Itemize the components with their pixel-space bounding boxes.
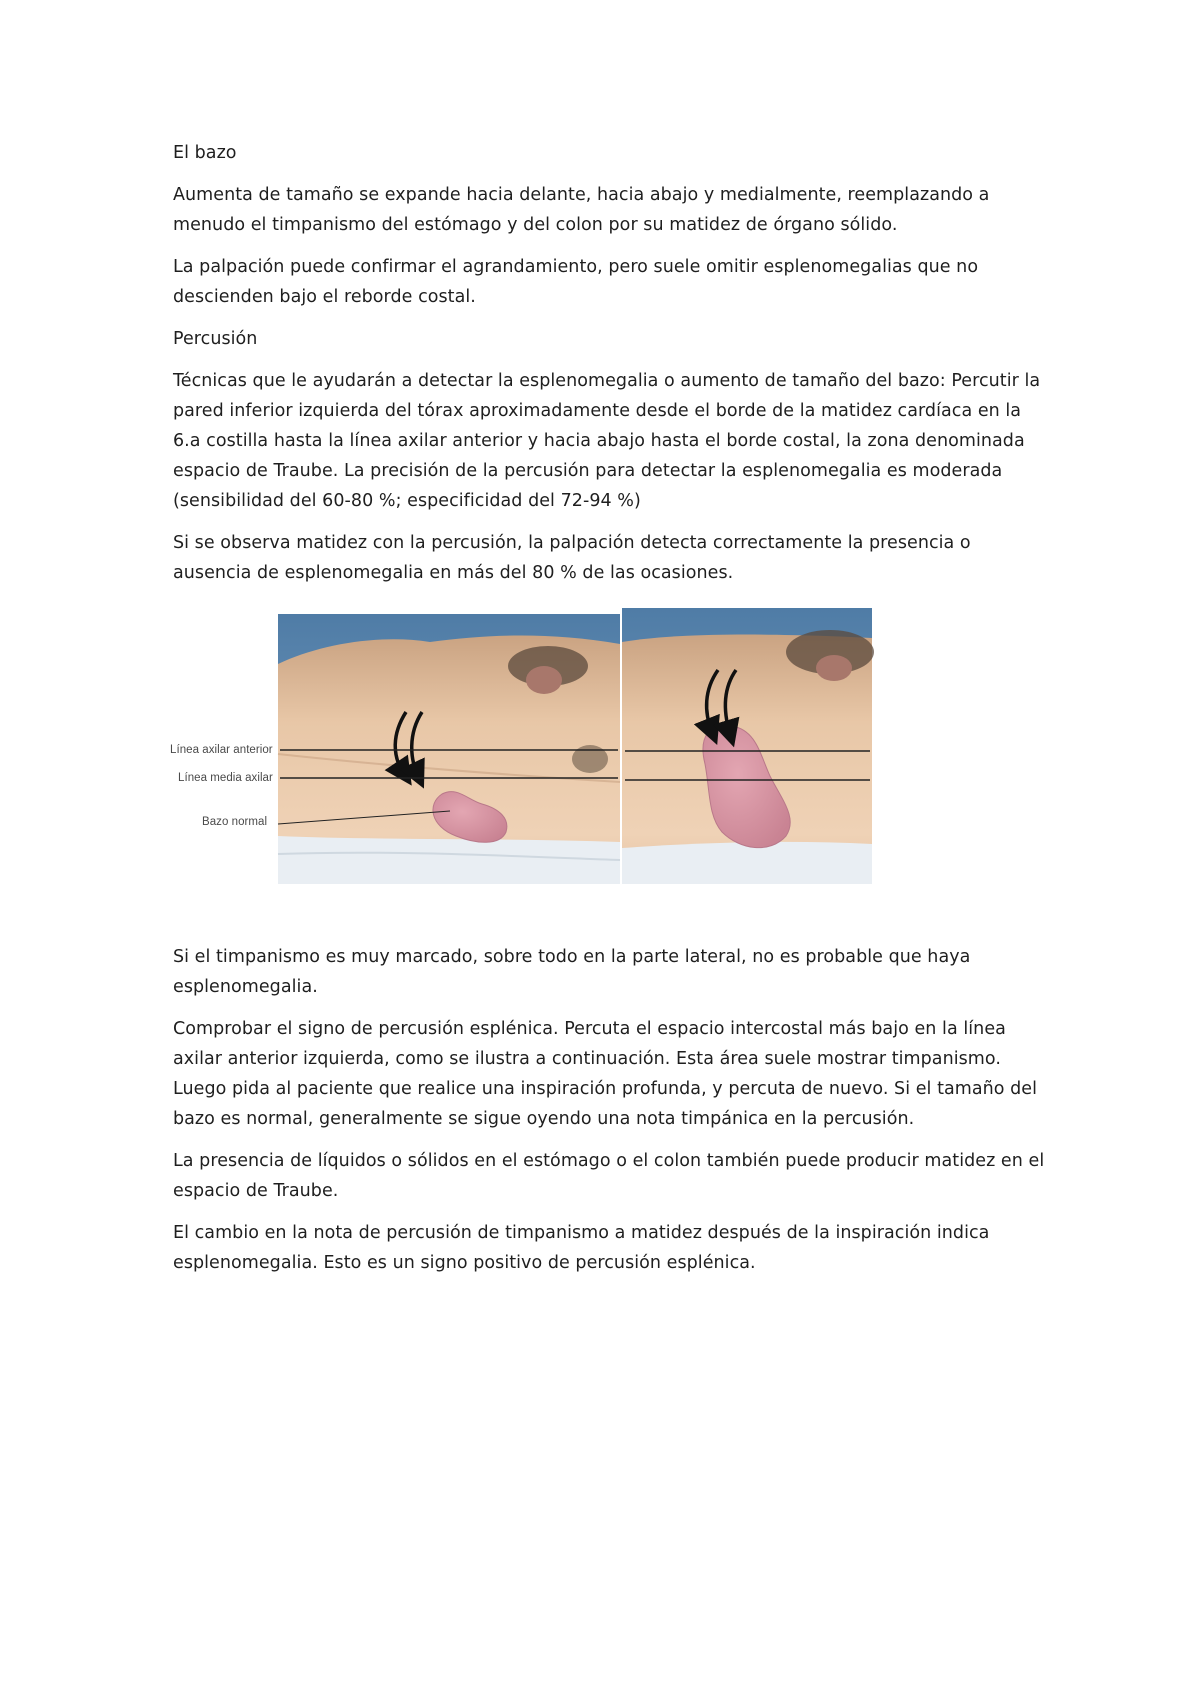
paragraph-6: Comprobar el signo de percusión esplénica. Percuta el espacio intercostal más bajo en la línea axilar anterior izquierda, como se ilustra a continuación. Esta área suele mostrar timpanismo. Luego pida al paciente que realice una inspiración profunda, y percuta de nuevo. Si el tamaño del bazo es normal, generalmente se sigue oyendo una nota timpánica en la percusión. [173, 1019, 1038, 1129]
label-normal-spleen: Bazo normal [202, 816, 268, 828]
paragraph-3: Técnicas que le ayudarán a detectar la esplenomegalia o aumento de tamaño del bazo: Percutir la pared inferior izquierda del tórax aproximadamente desde el borde de la matidez cardíaca en la 6.a costilla hasta la línea axilar anterior y hacia abajo hasta el borde costal, la zona denominada espacio de Traube. La precisión de la percusión para detectar la esplenomegalia es moderada (sensibilidad del 60-80 %; especificidad del 72-94 %) [173, 371, 1041, 511]
left-panel [278, 614, 620, 884]
paragraph-8: El cambio en la nota de percusión de timpanismo a matidez después de la inspiración indica esplenomegalia. Esto es un signo positivo de percusión esplénica. [173, 1223, 990, 1273]
paragraph-5: Si el timpanismo es muy marcado, sobre todo en la parte lateral, no es probable que haya esplenomegalia. [173, 947, 971, 997]
paragraph-2: La palpación puede confirmar el agrandamiento, pero suele omitir esplenomegalias que no descienden bajo el reborde costal. [173, 257, 979, 307]
torso-illustration-svg [170, 604, 1050, 889]
right-panel [622, 608, 874, 884]
spleen-illustration [170, 604, 1050, 889]
paragraph-7: La presencia de líquidos o sólidos en el estómago o el colon también puede producir matidez en el espacio de Traube. [173, 1151, 1045, 1201]
document-title: El bazo [173, 143, 237, 163]
paragraph-4: Si se observa matidez con la percusión, la palpación detecta correctamente la presencia o ausencia de esplenomegalia en más del 80 % de las ocasiones. [173, 533, 971, 583]
document-page [170, 138, 1053, 1290]
label-mid-axillary-line: Línea media axilar [178, 772, 273, 784]
paragraph-1: Aumenta de tamaño se expande hacia delante, hacia abajo y medialmente, reemplazando a menudo el timpanismo del estómago y del colon por su matidez de órgano sólido. [173, 185, 990, 235]
label-anterior-axillary-line: Línea axilar anterior [170, 744, 273, 756]
section-heading: Percusión [173, 329, 258, 349]
